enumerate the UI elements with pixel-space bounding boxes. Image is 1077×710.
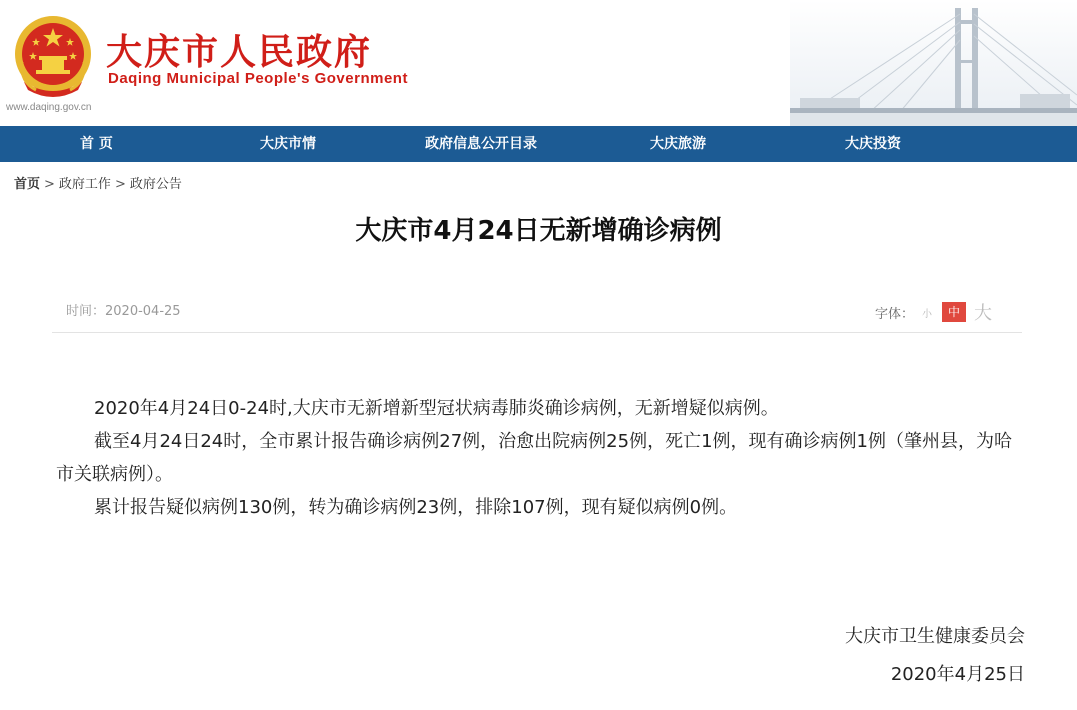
- publish-time: 时间：2020-04-25: [66, 304, 181, 319]
- font-size-label: 字体：: [874, 306, 914, 322]
- font-size-small-button[interactable]: 小: [922, 308, 932, 320]
- signature-date: 2020年4月25日: [890, 664, 1025, 685]
- breadcrumb-gov-work[interactable]: 政府工作: [58, 177, 111, 192]
- breadcrumb-home[interactable]: 首页: [14, 177, 41, 192]
- site-title-en: Daqing Municipal People's Government: [108, 70, 408, 87]
- nav-home[interactable]: 首 页: [80, 136, 113, 152]
- national-emblem-icon: [12, 12, 94, 100]
- nav-gov-info-catalog[interactable]: 政府信息公开目录: [425, 136, 537, 152]
- breadcrumb-gov-notice[interactable]: 政府公告: [129, 177, 182, 192]
- font-size-large-button[interactable]: 大: [974, 303, 992, 324]
- main-navbar: [0, 126, 1077, 162]
- article-signature: [845, 618, 1025, 694]
- article-paragraph: 2020年4月24日0-24时,大庆市无新增新型冠状病毒肺炎确诊病例，无新增疑似病例。: [94, 398, 779, 419]
- article-paragraph: 截至4月24日24时，全市累计报告确诊病例27例，治愈出院病例25例，死亡1例，现有确诊病例1例（肇州县，为哈市关联病例）。: [56, 431, 1012, 485]
- site-header: [0, 0, 1077, 126]
- font-size-medium-button[interactable]: 中: [942, 302, 966, 322]
- site-domain: www.daqing.gov.cn: [6, 102, 92, 113]
- nav-tourism[interactable]: 大庆旅游: [650, 136, 706, 152]
- article-body: [56, 392, 1026, 524]
- nav-city-info[interactable]: 大庆市情: [260, 136, 316, 152]
- bridge-banner-image: [790, 0, 1077, 126]
- breadcrumb: [14, 173, 182, 192]
- font-size-selector: [875, 300, 992, 324]
- nav-investment[interactable]: 大庆投资: [845, 136, 901, 152]
- article-title: 大庆市4月24日无新增确诊病例: [355, 216, 722, 246]
- breadcrumb-separator: >: [44, 177, 55, 192]
- breadcrumb-separator: >: [114, 177, 126, 192]
- article-meta: [52, 296, 1022, 333]
- article-paragraph: 累计报告疑似病例130例，转为确诊病例23例，排除107例，现有疑似病例0例。: [94, 497, 738, 518]
- signature-organization: 大庆市卫生健康委员会: [845, 626, 1025, 647]
- site-title-cn: 大庆市人民政府: [106, 31, 373, 73]
